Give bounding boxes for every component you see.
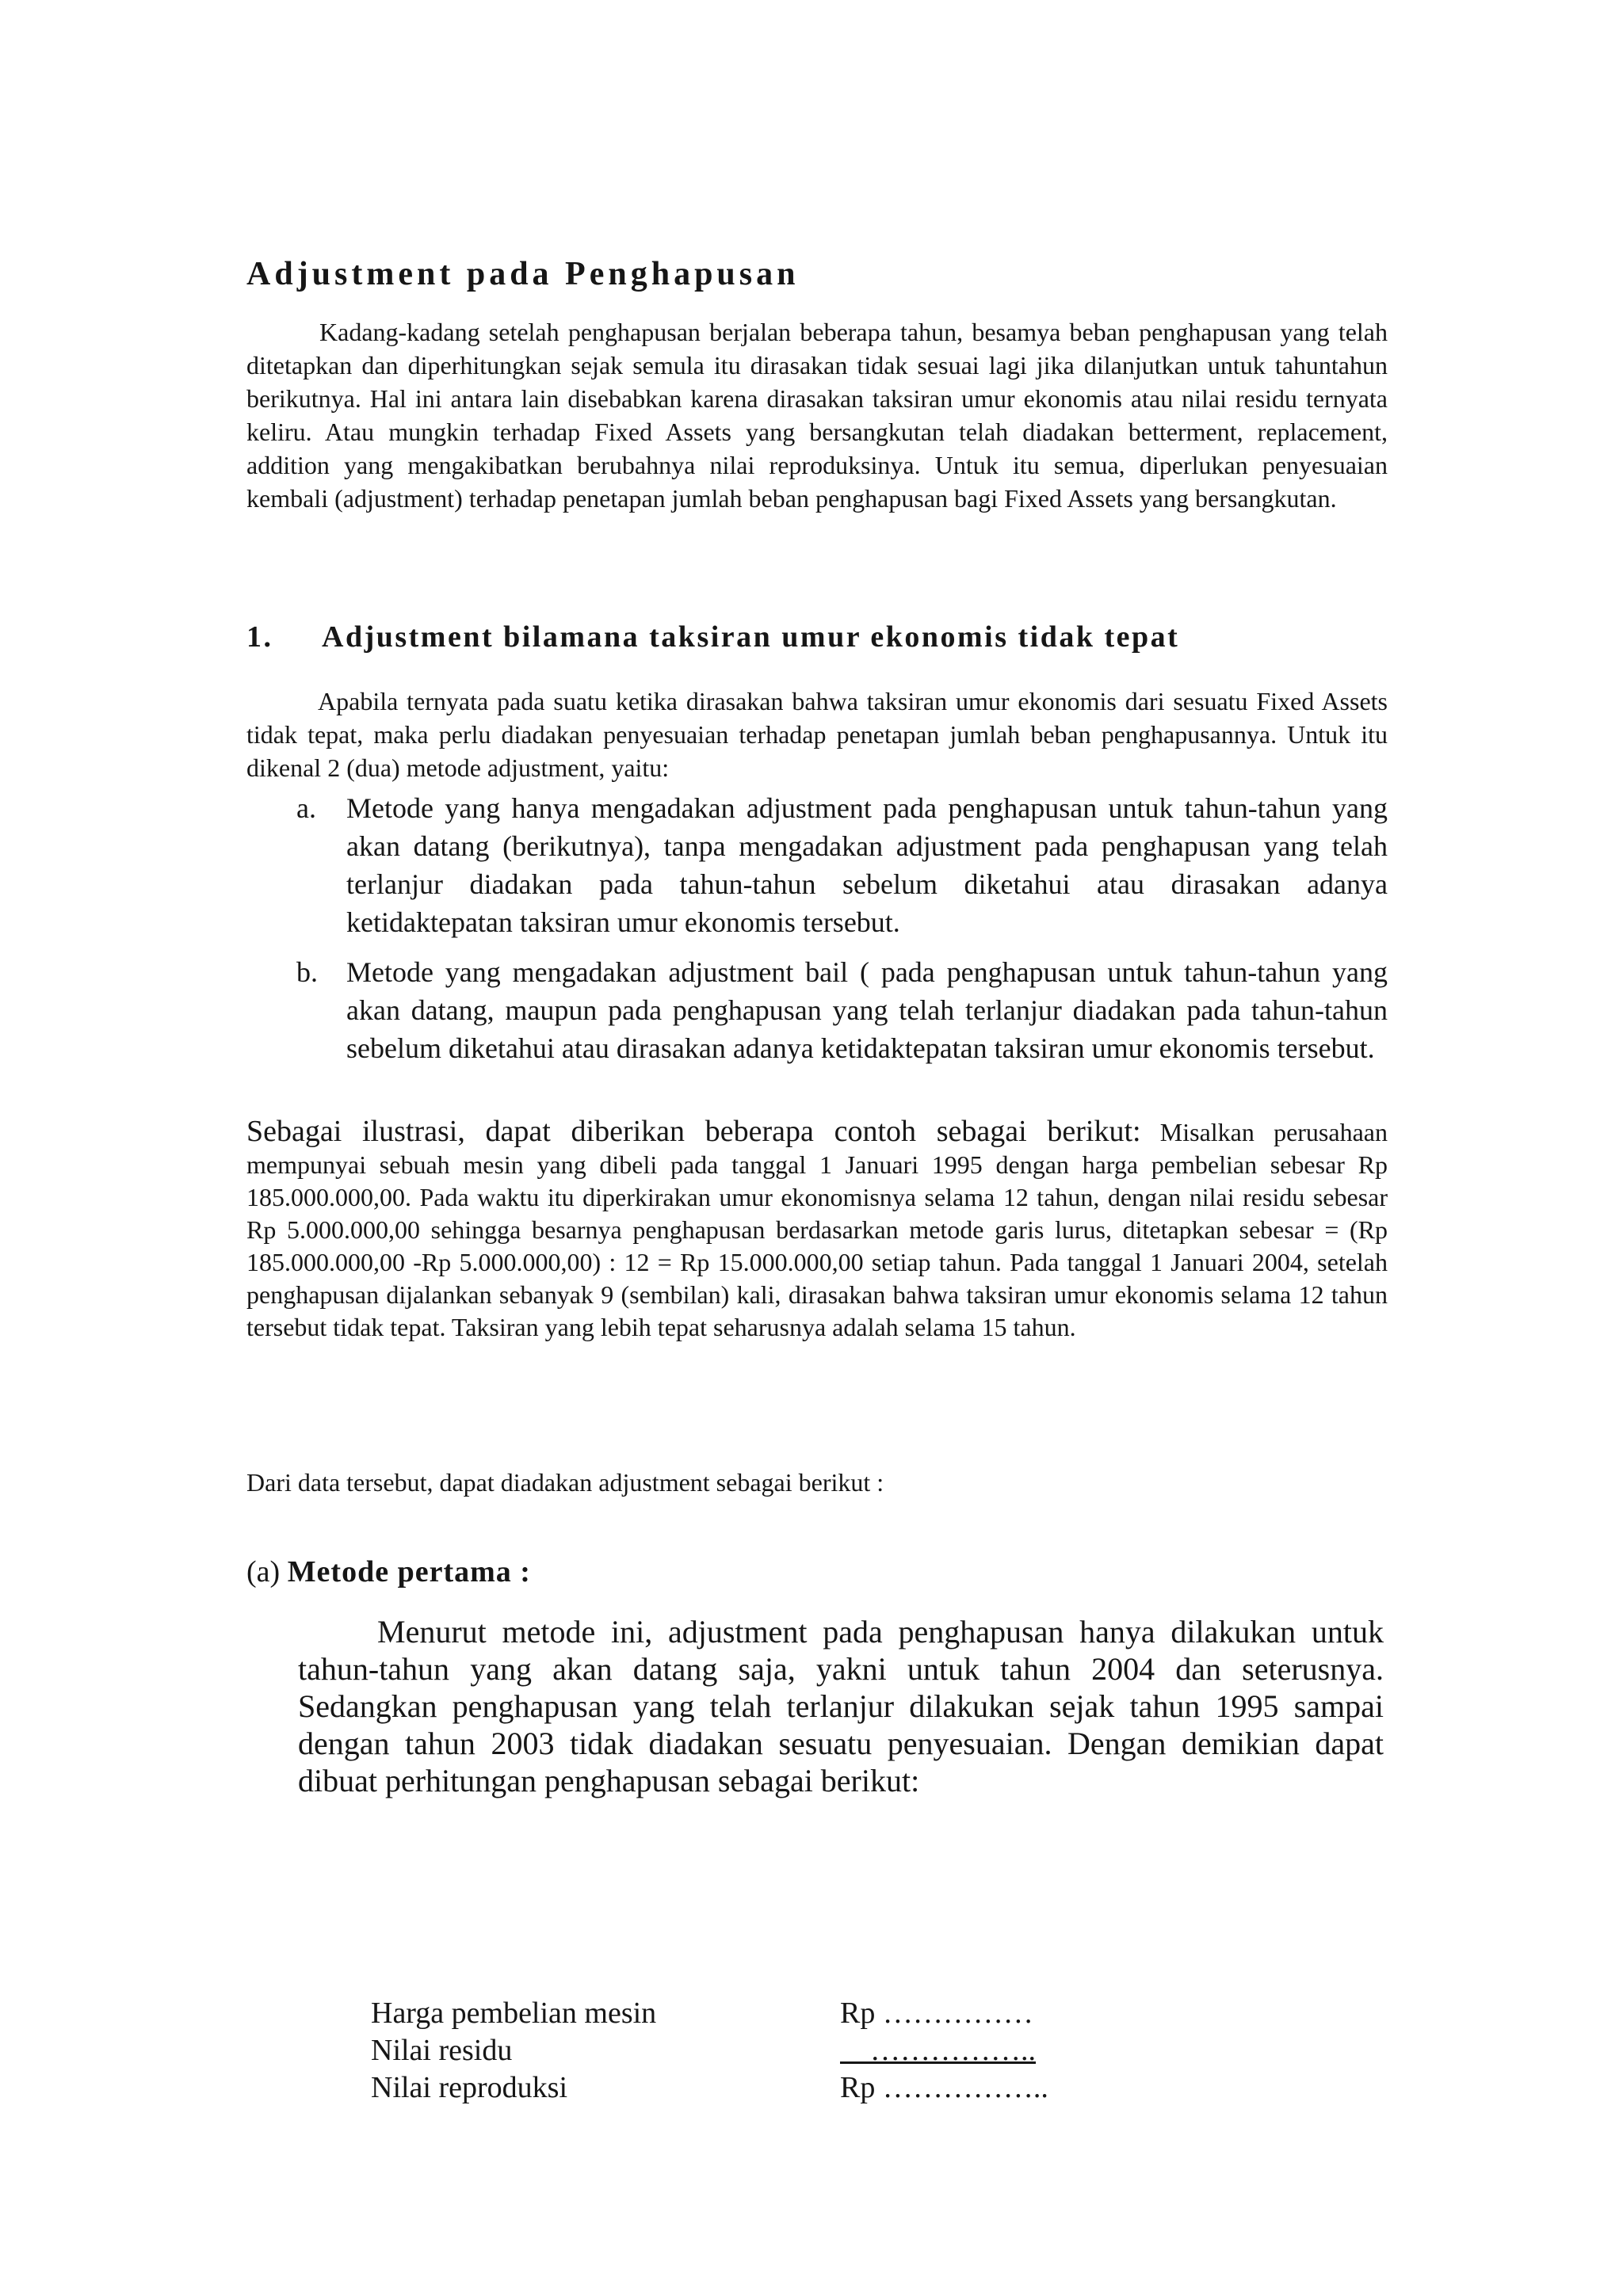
illustration-paragraph [246, 1116, 1388, 1344]
subsection-heading [246, 1554, 531, 1589]
calculation-table [371, 1995, 1048, 2107]
section-number: 1. [246, 620, 273, 654]
calculation-value: Rp …………… [840, 1997, 1033, 2030]
calculation-row [371, 2032, 1048, 2069]
illustration-text: Misalkan perusahaan mempunyai sebuah mesin yang dibeli pada tanggal 1 Januari 1995 dengan harga pembelian sebesar Rp 185.000.000,00. Pada waktu itu diperkirakan umur ekonomisnya selama 12 tahun, dengan nilai residu sebesar Rp 5.000.000,00 sehingga besarnya penghapusan berdasarkan metode garis lurus, ditetapkan sebesar = (Rp 185.000.000,00 -Rp 5.000.000,00) : 12 = Rp 15.000.000,00 setiap tahun. Pada tanggal 1 Januari 2004, setelah penghapusan dijalankan sebanyak 9 (sembilan) kali, dirasakan bahwa taksiran umur ekonomis selama 12 tahun tersebut tidak tepat. Taksiran yang lebih tepat seharusnya adalah selama 15 tahun. [246, 1118, 1388, 1341]
calculation-row [371, 2069, 1048, 2107]
intro-paragraph: Kadang-kadang setelah penghapusan berjalan beberapa tahun, besamya beban penghapusan yang telah ditetapkan dan diperhitungkan sejak semula itu dirasakan tidak sesuai lagi jika dilanjutkan untuk tahuntahun berikutnya. Hal ini antara lain disebabkan karena dirasakan taksiran umur ekonomis atau nilai residu ternyata keliru. Atau mungkin terhadap Fixed Assets yang bersangkutan telah diadakan betterment, replacement, addition yang mengakibatkan berubahnya nilai reproduksinya. Untuk itu semua, diperlukan penyesuaian kembali (adjustment) terhadap penetapan jumlah beban penghapusan bagi Fixed Assets yang bersangkutan. [246, 318, 1388, 513]
calculation-label: Nilai residu [371, 2034, 513, 2067]
section-heading [246, 620, 1179, 654]
list-marker: a. [296, 792, 316, 824]
calculation-row [371, 1995, 1048, 2032]
list-item-text: Metode yang hanya mengadakan adjustment pada penghapusan untuk tahun-tahun yang akan datang (berikutnya), tanpa mengadakan adjustment pada penghapusan yang telah terlanjur diadakan pada tahun-tahun sebelum diketahui atau dirasakan adanya ketidaktepatan taksiran umur ekonomis tersebut. [346, 792, 1388, 938]
subsection-label: Metode pertama : [287, 1555, 531, 1589]
calculation-label: Nilai reproduksi [371, 2071, 568, 2104]
section-title: Adjustment bilamana taksiran umur ekonomis tidak tepat [322, 620, 1180, 654]
method-paragraph: Menurut metode ini, adjustment pada penghapusan hanya dilakukan untuk tahun-tahun yang akan datang saja, yakni untuk tahun 2004 dan seterusnya. Sedangkan penghapusan yang telah terlanjur dilakukan sejak tahun 1995 sampai dengan tahun 2003 tidak diadakan sesuatu penyesuaian. Dengan demikian dapat dibuat perhitungan penghapusan sebagai berikut: [298, 1614, 1384, 1798]
list-item [296, 953, 1388, 1067]
illustration-lead: Sebagai ilustrasi, dapat diberikan beberapa contoh sebagai berikut: [246, 1115, 1141, 1148]
section-paragraph: Apabila ternyata pada suatu ketika dirasakan bahwa taksiran umur ekonomis dari sesuatu Fixed Assets tidak tepat, maka perlu diadakan penyesuaian terhadap penetapan jumlah beban penghapusannya. Untuk itu dikenal 2 (dua) metode adjustment, yaitu: [246, 687, 1388, 782]
calculation-value: Rp …………….. [840, 2071, 1048, 2104]
list-item [296, 789, 1388, 941]
list-marker: b. [296, 956, 318, 988]
page-title: Adjustment pada Penghapusan [246, 256, 800, 292]
list-item-text: Metode yang mengadakan adjustment bail ( pada penghapusan untuk tahun-tahun yang akan datang, maupun pada penghapusan yang telah terlanjur diadakan pada tahun-tahun sebelum diketahui atau dirasakan adanya ketidaktepatan taksiran umur ekonomis tersebut. [346, 956, 1388, 1064]
calculation-label: Harga pembelian mesin [371, 1997, 657, 2030]
subsection-marker: (a) [246, 1555, 281, 1589]
adjustment-intro: Dari data tersebut, dapat diadakan adjustment sebagai berikut : [246, 1468, 884, 1497]
calculation-value: …………….. [840, 2034, 1036, 2067]
